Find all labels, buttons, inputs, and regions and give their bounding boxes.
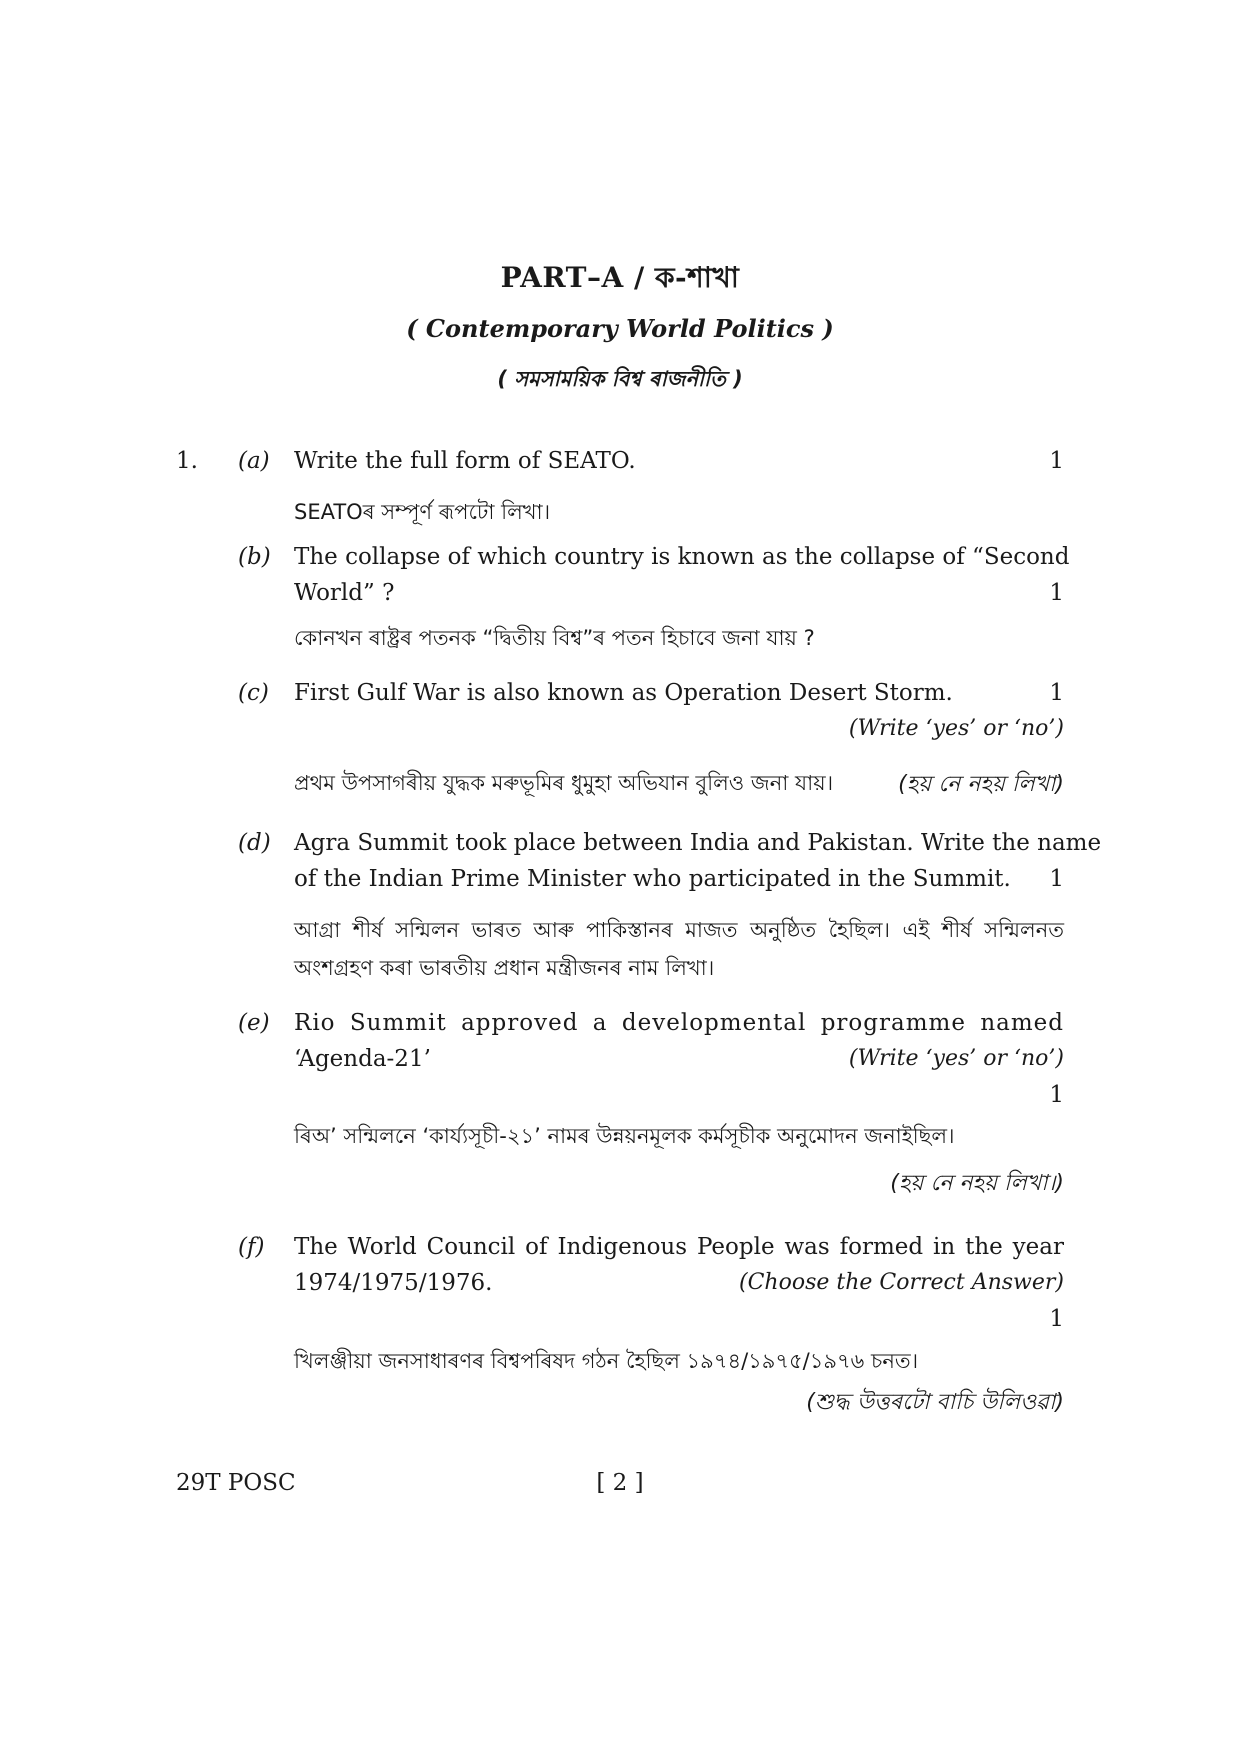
item-f-text-line1: The World Council of Indigenous People was formed in the year: [294, 1234, 1064, 1260]
item-b-text-bengali: কোনখন ৰাষ্ট্ৰৰ পতনক “দ্বিতীয় বিশ্ব”ৰ পতন হিচাবে জনা যায় ?: [294, 626, 815, 650]
item-e-text-line2: ‘Agenda-21’: [294, 1046, 431, 1072]
item-a-text-bengali: SEATOৰ সম্পূৰ্ণ ৰূপটো লিখা।: [294, 500, 551, 524]
item-e-note: (Write ‘yes’ or ‘no’): [848, 1046, 1064, 1071]
item-f-note-bengali: (শুদ্ধ উত্তৰটো বাচি উলিওৱা): [806, 1390, 1064, 1415]
item-e-text-line1: Rio Summit approved a developmental programme named: [294, 1010, 1064, 1036]
item-a-text: Write the full form of SEATO.: [294, 448, 636, 474]
item-e-marks: 1: [1049, 1082, 1064, 1108]
item-e-note-bengali: (হয় নে নহয় লিখা।): [890, 1171, 1064, 1196]
item-f-note: (Choose the Correct Answer): [739, 1270, 1064, 1295]
item-b-marks: 1: [1049, 580, 1064, 606]
page-number: [ 2 ]: [596, 1470, 644, 1496]
item-c-note: (Write ‘yes’ or ‘no’): [848, 716, 1064, 741]
item-c-text: First Gulf War is also known as Operation Desert Storm.: [294, 680, 953, 706]
section-subtitle: ( Contemporary World Politics ): [406, 314, 834, 343]
item-e-letter: (e): [238, 1010, 270, 1036]
item-a-marks: 1: [1049, 448, 1064, 474]
question-number: 1.: [176, 448, 198, 474]
item-d-text-bengali-line2: অংশগ্ৰহণ কৰা ভাৰতীয় প্ৰধান মন্ত্ৰীজনৰ নাম লিখা।: [294, 956, 715, 980]
part-heading: PART–A / ক-শাখা: [500, 261, 740, 294]
item-f-letter: (f): [238, 1234, 265, 1260]
item-f-text-line2: 1974/1975/1976.: [294, 1270, 493, 1296]
item-d-marks: 1: [1049, 866, 1064, 892]
item-d-letter: (d): [238, 830, 271, 856]
item-f-marks: 1: [1049, 1306, 1064, 1332]
section-subtitle-bengali: ( সমসাময়িক বিশ্ব ৰাজনীতি ): [497, 367, 743, 391]
item-b-text-line1: The collapse of which country is known as the collapse of “Second: [294, 544, 1070, 570]
item-b-letter: (b): [238, 544, 271, 570]
item-e-text-bengali: ৰিঅ’ সন্মিলনে ‘কাৰ্য্যসূচী-২১’ নামৰ উন্নয়নমূলক কৰ্মসূচীক অনুমোদন জনাইছিল।: [294, 1124, 955, 1148]
item-c-note-bengali: (হয় নে নহয় লিখা): [898, 772, 1064, 797]
item-c-letter: (c): [238, 680, 269, 706]
item-b-text-line2: World” ?: [294, 580, 395, 606]
paper-code: 29T POSC: [176, 1470, 296, 1496]
item-c-marks: 1: [1049, 680, 1064, 706]
item-d-text-bengali-line1: আগ্ৰা শীৰ্ষ সন্মিলন ভাৰত আৰু পাকিস্তানৰ মাজত অনুষ্ঠিত হৈছিল। এই শীৰ্ষ সন্মিলনত: [294, 918, 1064, 942]
item-d-text-line2: of the Indian Prime Minister who participated in the Summit.: [294, 866, 1011, 892]
item-d-text-line1: Agra Summit took place between India and Pakistan. Write the name: [294, 830, 1102, 856]
item-a-letter: (a): [238, 448, 270, 474]
item-f-text-bengali: খিলঞ্জীয়া জনসাধাৰণৰ বিশ্বপৰিষদ গঠন হৈছিল ১৯৭৪/১৯৭৫/১৯৭৬ চনত।: [294, 1349, 919, 1373]
item-c-text-bengali: প্ৰথম উপসাগৰীয় যুদ্ধক মৰুভূমিৰ ধুমুহা অভিযান বুলিও জনা যায়।: [294, 771, 834, 795]
